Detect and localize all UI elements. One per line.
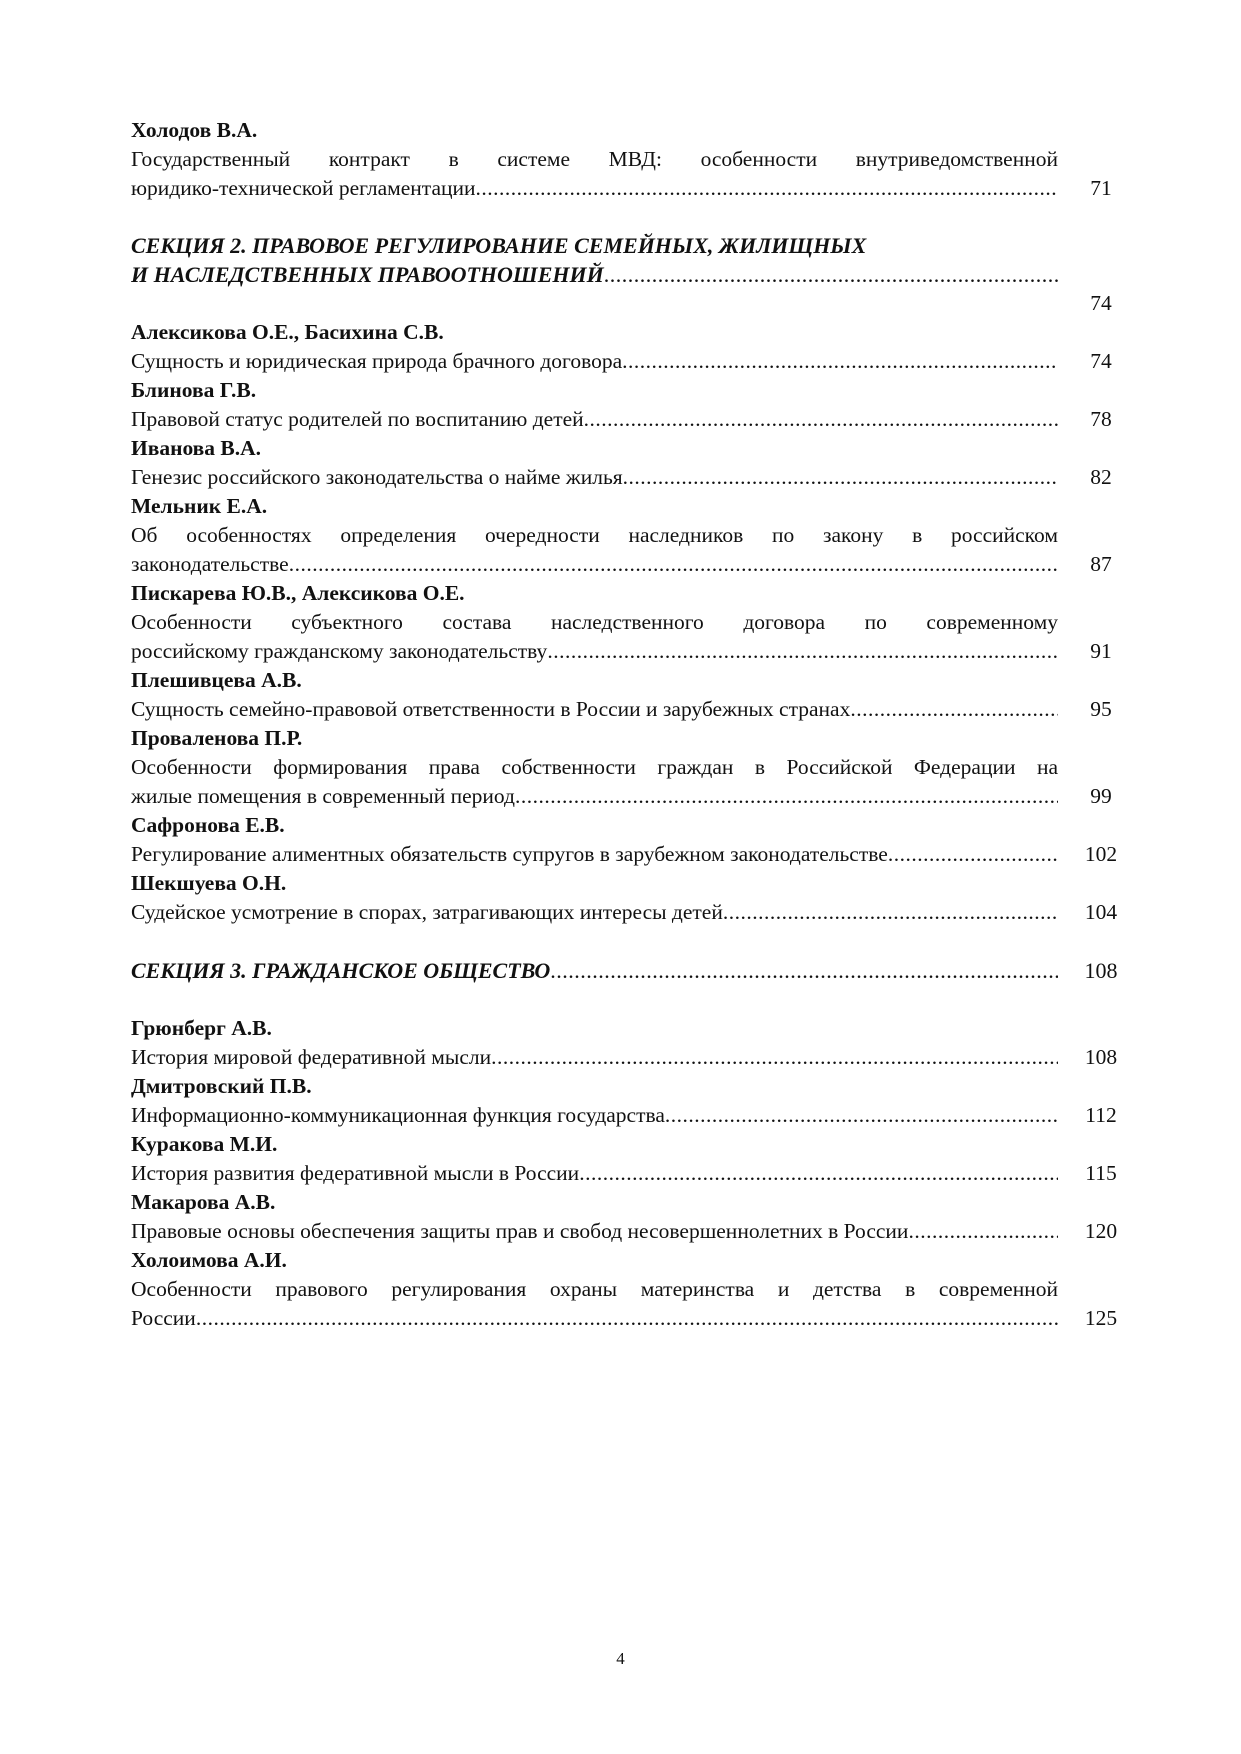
page-ref: 108 — [1084, 958, 1118, 983]
entry-title-leader — [131, 1043, 1058, 1072]
author-name: Грюнберг А.В. — [131, 1016, 272, 1040]
entry-title: История мировой федеративной мысли — [131, 1045, 492, 1069]
page-ref: 95 — [1090, 697, 1112, 721]
table-of-contents — [131, 116, 1131, 1333]
section-page-line — [131, 289, 1131, 318]
section-heading — [131, 260, 1131, 289]
author-name: Шекшуева О.Н. — [131, 871, 287, 895]
entry-title: Сущность и юридическая природа брачного договора — [131, 349, 623, 373]
author-name: Сафронова Е.В. — [131, 813, 285, 837]
entry-title-leader — [131, 405, 1058, 434]
entry-title-leader — [131, 695, 1058, 724]
author-name: Плешивцева А.В. — [131, 668, 302, 692]
page-ref: 82 — [1090, 465, 1112, 489]
entry-title-leader — [131, 637, 1058, 666]
section-title-leader — [131, 956, 1058, 985]
dot-leader — [723, 898, 1058, 927]
entry-title: Регулирование алиментных обязательств супругов в зарубежном законодательстве — [131, 842, 888, 866]
author-name: Мельник Е.А. — [131, 494, 268, 518]
entry-title: законодательстве — [131, 552, 289, 576]
toc-entry-title-line — [131, 174, 1131, 203]
entry-title: Особенности правового регулирования охраны материнства и детства в современной — [131, 1277, 1058, 1301]
entry-title: Особенности субъектного состава наследственного договора по современному — [131, 610, 1058, 634]
page-ref: 102 — [1084, 842, 1118, 866]
entry-title-leader — [131, 174, 1058, 203]
dot-leader — [888, 840, 1058, 869]
entry-title: Государственный контракт в системе МВД: особенности внутриведомственной — [131, 147, 1058, 171]
entry-title-leader — [131, 463, 1058, 492]
entry-title-leader — [131, 840, 1058, 869]
entry-title: Генезис российского законодательства о найме жилья — [131, 465, 623, 489]
dot-leader — [665, 1101, 1058, 1130]
dot-leader — [547, 637, 1058, 666]
toc-entry-author — [131, 116, 1131, 145]
dot-leader — [623, 463, 1058, 492]
author-name: Алексикова О.Е., Басихина С.В. — [131, 320, 444, 344]
entry-title-leader — [131, 550, 1058, 579]
page-ref: 87 — [1090, 552, 1112, 576]
entry-title: Особенности формирования права собственности граждан в Российской Федерации на — [131, 755, 1058, 779]
page-ref: 125 — [1084, 1306, 1118, 1330]
dot-leader — [491, 1043, 1058, 1072]
page-ref: 71 — [1090, 176, 1112, 200]
dot-leader — [196, 1304, 1058, 1333]
page-ref: 108 — [1084, 1045, 1118, 1069]
dot-leader — [476, 174, 1058, 203]
entry-title-leader — [131, 782, 1058, 811]
page-ref: 78 — [1090, 407, 1112, 431]
author-name: Блинова Г.В. — [131, 378, 257, 402]
dot-leader — [604, 260, 1058, 289]
section-title: СЕКЦИЯ 2. ПРАВОВОЕ РЕГУЛИРОВАНИЕ СЕМЕЙНЫХ, ЖИЛИЩНЫХ — [131, 233, 867, 258]
dot-leader — [584, 405, 1058, 434]
dot-leader — [908, 1217, 1058, 1246]
page-ref: 104 — [1084, 900, 1118, 924]
entry-title: Правовые основы обеспечения защиты прав и свобод несовершеннолетних в России — [131, 1219, 909, 1243]
author-name: Куракова М.И. — [131, 1132, 278, 1156]
entry-title: жилые помещения в современный период — [131, 784, 515, 808]
section-heading — [131, 231, 1131, 260]
dot-leader — [850, 695, 1058, 724]
entry-title-leader — [131, 1217, 1058, 1246]
dot-leader — [515, 782, 1058, 811]
page-ref: 99 — [1090, 784, 1112, 808]
author-name: Проваленова П.Р. — [131, 726, 303, 750]
entry-title: Сущность семейно-правовой ответственности в России и зарубежных странах — [131, 697, 851, 721]
author-name: Холодов В.А. — [131, 118, 258, 142]
toc-entry-title-line — [131, 145, 1131, 174]
author-name: Макарова А.В. — [131, 1190, 276, 1214]
dot-leader — [622, 347, 1058, 376]
page-ref: 74 — [1090, 291, 1112, 315]
dot-leader — [289, 550, 1058, 579]
entry-title: юридико-технической регламентации — [131, 176, 476, 200]
dot-leader — [579, 1159, 1058, 1188]
entry-title: Об особенностях определения очередности наследников по закону в российском — [131, 523, 1058, 547]
page-ref: 91 — [1090, 639, 1112, 663]
page-number: 4 — [616, 1649, 625, 1668]
entry-title-leader — [131, 347, 1058, 376]
entry-title: Информационно-коммуникационная функция государства — [131, 1103, 665, 1127]
entry-title: России — [131, 1306, 196, 1330]
entry-title: История развития федеративной мысли в России — [131, 1161, 580, 1185]
page-ref: 120 — [1084, 1219, 1118, 1243]
entry-title-leader — [131, 898, 1058, 927]
section-title: СЕКЦИЯ 3. ГРАЖДАНСКОЕ ОБЩЕСТВО — [131, 958, 551, 983]
author-name: Холоимова А.И. — [131, 1248, 287, 1272]
entry-title: российскому гражданскому законодательству — [131, 639, 548, 663]
author-name: Дмитровский П.В. — [131, 1074, 312, 1098]
entry-title-leader — [131, 1101, 1058, 1130]
section-title: И НАСЛЕДСТВЕННЫХ ПРАВООТНОШЕНИЙ — [131, 262, 604, 287]
dot-leader — [550, 956, 1058, 985]
entry-title: Судейское усмотрение в спорах, затрагивающих интересы детей — [131, 900, 723, 924]
page-ref: 112 — [1085, 1103, 1117, 1127]
page-ref: 115 — [1085, 1161, 1117, 1185]
entry-title-leader — [131, 1304, 1058, 1333]
page-ref: 74 — [1090, 349, 1112, 373]
entry-title: Правовой статус родителей по воспитанию детей — [131, 407, 584, 431]
author-name: Иванова В.А. — [131, 436, 262, 460]
entry-title-leader — [131, 1159, 1058, 1188]
section-heading — [131, 956, 1131, 985]
author-name: Пискарева Ю.В., Алексикова О.Е. — [131, 581, 465, 605]
section-title-leader — [131, 260, 1058, 289]
